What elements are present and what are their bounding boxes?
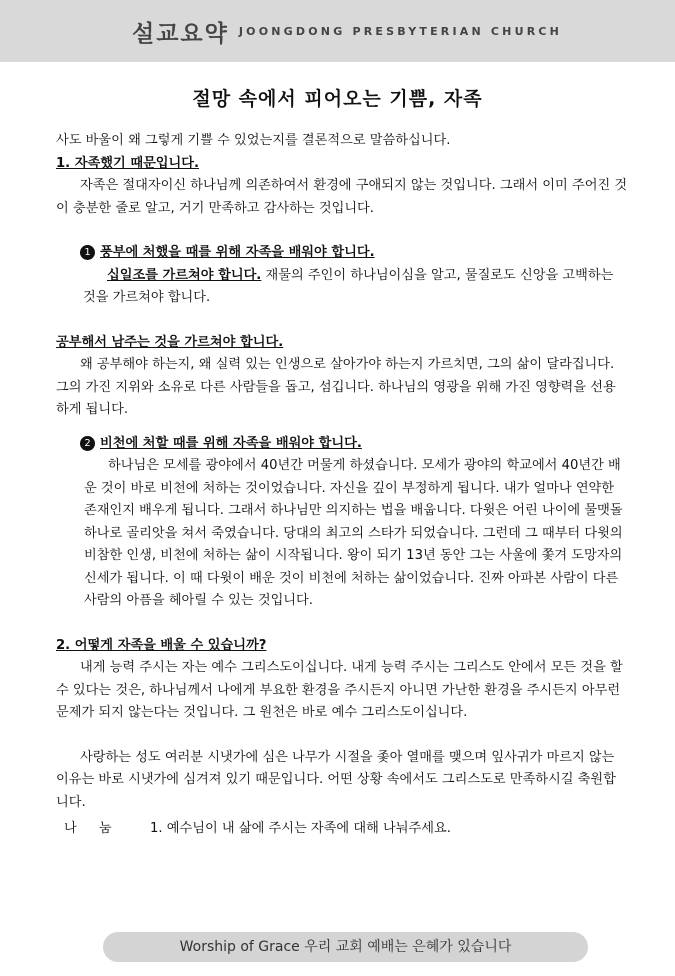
- point-1-heading: 풍부에 처했을 때를 위해 자족을 배워야 합니다.: [100, 245, 375, 260]
- tithe-body: 재물의 주인이 하나님이심을 알고, 물질로도 신앙을 고백하는 것을 가르쳐야 합니다.: [83, 267, 614, 305]
- point-2-heading-row: [56, 433, 628, 456]
- sharing-row: [56, 818, 628, 841]
- tithe-paragraph: [56, 265, 628, 310]
- study-body: 왜 공부해야 하는지, 왜 실력 있는 인생으로 살아가야 하는지 가르치면, 그의 삶이 달라집니다. 그의 가진 지위와 소유로 다른 사람들을 돕고, 섬깁니다. 하나님의 영광을 위해 가진 영향력을 선용하게 됩니다.: [56, 357, 616, 417]
- point-2-heading: 비천에 처할 때를 위해 자족을 배워야 합니다.: [100, 435, 362, 451]
- point-1-heading-row: [56, 242, 628, 265]
- sharing-label: 나 눔: [64, 821, 112, 836]
- section-2-body: 내게 능력 주시는 자는 예수 그리스도이십니다. 내게 능력 주시는 그리스도 안에서 모든 것을 할 수 있다는 것은, 하나님께서 나에게 부요한 환경을 주시든지 아니면 가난한 환경을 주시든지 아무런 문제가 되지 않는다는 것입니다. 그 원천은 바로 예수 그리스도이십니다.: [56, 660, 623, 720]
- tithe-heading: 십일조를 가르쳐야 합니다.: [107, 267, 262, 283]
- number-1-icon: 1: [80, 245, 95, 260]
- sermon-summary-title: 설교요약: [132, 20, 229, 47]
- closing-text: 사랑하는 성도 여러분 시냇가에 심은 나무가 시절을 좇아 열매를 맺으며 잎사귀가 마르지 않는 이유는 바로 시냇가에 심겨져 있기 때문입니다. 어떤 상황 속에서도 그리스도로 만족하시길 축원합니다.: [56, 749, 616, 810]
- header-banner: [0, 0, 675, 62]
- section-1-body: 자족은 절대자이신 하나님께 의존하여서 환경에 구애되지 않는 것입니다. 그래서 이미 주어진 것이 충분한 줄로 알고, 거기 만족하고 감사하는 것입니다.: [56, 178, 628, 216]
- section-1-heading: 1. 자족했기 때문입니다.: [56, 155, 200, 171]
- section-2-heading: 2. 어떻게 자족을 배울 수 있습니까?: [56, 637, 267, 653]
- church-name: JOONGDONG PRESBYTERIAN CHURCH: [238, 24, 563, 38]
- sharing-question: 1. 예수님이 내 삶에 주시는 자족에 대해 나눠주세요.: [150, 821, 451, 836]
- sermon-title: 절망 속에서 피어오는 기쁨, 자족: [192, 88, 483, 110]
- sermon-body: [56, 130, 628, 841]
- number-2-icon: 2: [80, 436, 95, 451]
- intro-text: 사도 바울이 왜 그렇게 기쁠 수 있었는지를 결론적으로 말씀하십니다.: [56, 133, 451, 148]
- study-heading: 공부해서 남주는 것을 가르쳐야 합니다.: [56, 334, 284, 350]
- footer-banner: Worship of Grace 우리 교회 예배는 은혜가 있습니다: [103, 932, 588, 962]
- point-2-body: 하나님은 모세를 광야에서 40년간 머물게 하셨습니다. 모세가 광야의 학교에서 40년간 배운 것이 바로 비천에 처하는 것이었습니다. 자신을 깊이 부정하게 됩니다. 내가 얼마나 연약한 존재인지 배우게 됩니다. 그래서 하나님만 의지하는 법을 배웁니다. 다윗은 어린 나이에 물맷돌 하나로 골리앗을 쳐서 죽였습니다. 당대의 최고의 스타가 되었습니다. 그런데 그 때부터 다윗의 비참한 인생, 비천에 처하는 삶이 시작됩니다. 왕이 되기 13년 동안 그는 사울에 쫓겨 도망자의 신세가 됩니다. 이 때 다윗이 배운 것이 비천에 처하는 삶이었습니다. 진짜 아파본 사람이 다른 사람의 아픔을 헤아릴 수 있는 것입니다.: [84, 458, 623, 608]
